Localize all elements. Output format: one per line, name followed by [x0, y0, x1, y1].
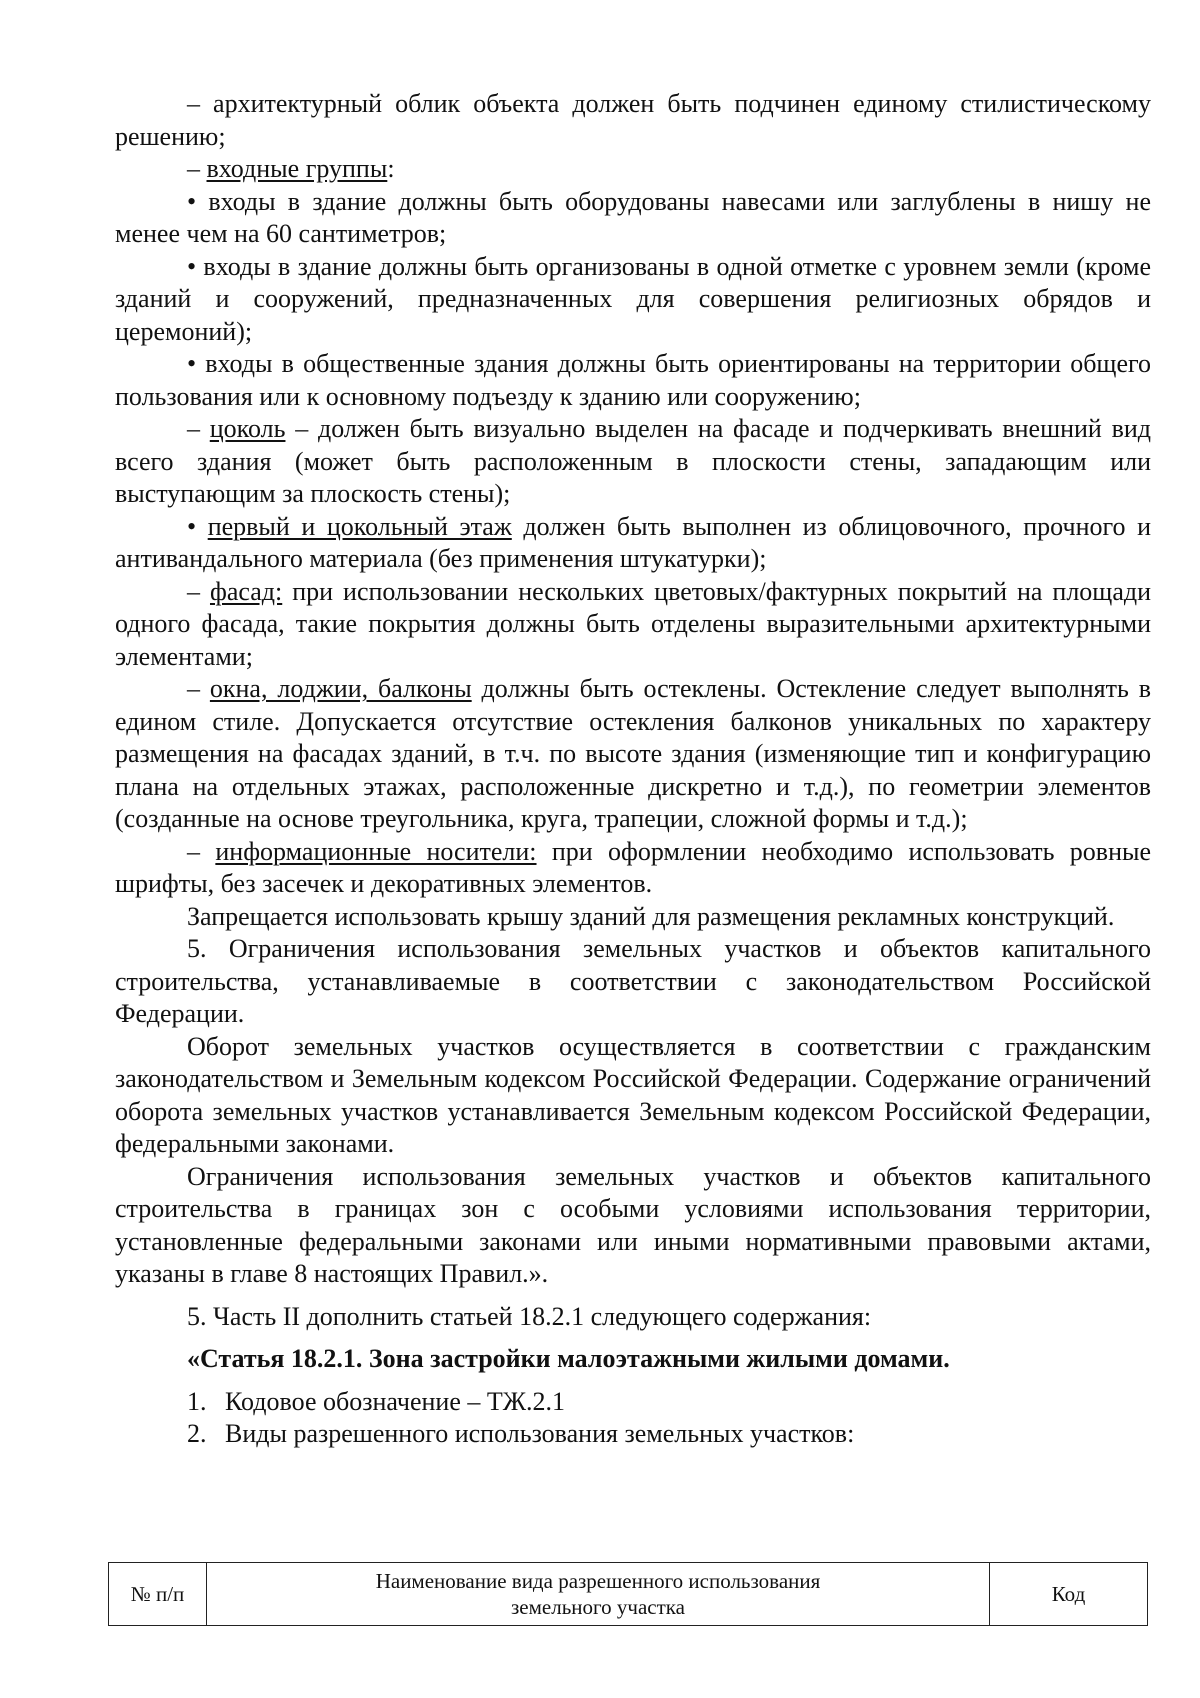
underlined-term: фасад: — [209, 576, 283, 606]
paragraph-restrictions-heading: 5. Ограничения использования земельных участков и объектов капитального строительства, устанавливаемые в соответствии с законодательством Российской Федерации. — [115, 934, 1151, 1028]
paragraph-roof-ads: Запрещается использовать крышу зданий для размещения рекламных конструкций. — [187, 901, 1115, 931]
list-item-text: Кодовое обозначение – ТЖ.2.1 — [225, 1386, 566, 1416]
underlined-term: окна, лоджии, балконы — [209, 674, 472, 703]
paragraph-text: при оформлении необходимо использовать ровные шрифты, без засечек и декоративных элементов. — [115, 836, 1152, 898]
list-item-number: 2. — [187, 1419, 207, 1448]
paragraph-text: должен быть выполнен из облицовочного, прочного и антивандального материала (без применения штукатурки); — [115, 511, 1151, 573]
header-number: № п/п — [109, 1563, 207, 1626]
dash: – — [187, 414, 210, 443]
paragraph-entrance-canopy: • входы в здание должны быть оборудованы навесами или заглублены в нишу не менее чем на 60 сантиметров; — [115, 186, 1151, 248]
list-item-text: Виды разрешенного использования земельных участков: — [225, 1419, 855, 1448]
list-item — [115, 1418, 1151, 1451]
list-item-number: 1. — [187, 1386, 207, 1416]
document-body — [115, 88, 1151, 1451]
header-use-name — [207, 1563, 990, 1626]
paragraph-ground-floor — [115, 511, 1151, 576]
header-use-name-line1: Наименование вида разрешенного использования — [375, 1569, 821, 1593]
list-item — [115, 1386, 1151, 1419]
underlined-term: первый и цокольный этаж — [207, 511, 512, 541]
paragraph-architecture: – архитектурный облик объекта должен быть подчинен единому стилистическому решению; — [115, 89, 1151, 151]
article-title: «Статья 18.2.1. Зона застройки малоэтажными жилыми домами. — [187, 1344, 950, 1373]
paragraph-entrance-groups — [115, 153, 1151, 186]
dash: – — [187, 674, 210, 703]
table-header-row — [109, 1563, 1148, 1626]
underlined-term: входные группы — [206, 154, 388, 183]
paragraph-text: должны быть остеклены. Остекление следует выполнять в едином стиле. Допускается отсутствие остекления балконов уникальных по характеру размещения на фасадах зданий, в т.ч. по высоте здания (изменяющие тип и конфигурацию плана на отдельных этажах, расположенные дискретно и т.д.), по геометрии элементов (созданные на основе треугольника, круга, трапеции, сложной формы и т.д.); — [115, 674, 1152, 833]
underlined-term: цоколь — [209, 414, 286, 443]
dash: – — [187, 154, 207, 183]
paragraph-special-zones: Ограничения использования земельных участков и объектов капитального строительства в границах зон с особыми условиями использования территории, установленные федеральными законами или иными нормативными правовыми актами, указаны в главе 8 настоящих Правил.». — [115, 1161, 1151, 1288]
paragraph-info-carriers — [115, 836, 1151, 901]
underlined-term: информационные носители: — [215, 836, 537, 866]
paragraph-text: – должен быть визуально выделен на фасаде и подчеркивать внешний вид всего здания (может быть расположенным в плоскости стены, западающим или выступающим за плоскость стены); — [115, 414, 1151, 508]
permitted-use-table — [108, 1562, 1148, 1626]
paragraph-amendment: 5. Часть II дополнить статьей 18.2.1 следующего содержания: — [187, 1301, 872, 1331]
paragraph-plinth — [115, 413, 1151, 511]
dash: – — [187, 576, 210, 606]
header-use-name-line2: земельного участка — [511, 1595, 685, 1619]
paragraph-land-turnover: Оборот земельных участков осуществляется в соответствии с гражданским законодательством и Земельным кодексом Российской Федерации. Содержание ограничений оборота земельных участков устанавливается Земельным кодексом Российской Федерации, федеральными законами. — [115, 1031, 1151, 1158]
dash: – — [187, 836, 216, 866]
paragraph-text: при использовании нескольких цветовых/фактурных покрытий на площади одного фасада, такие покрытия должны быть отделены выразительными архитектурными элементами; — [115, 576, 1152, 671]
paragraph-text: : — [387, 154, 395, 183]
paragraph-windows — [115, 673, 1151, 836]
header-code: Код — [990, 1563, 1148, 1626]
paragraph-facade — [115, 576, 1151, 674]
paragraph-entrance-orientation: • входы в общественные здания должны быть ориентированы на территории общего пользования или к основному подъезду к зданию или сооружению; — [115, 349, 1151, 411]
bullet: • — [187, 511, 208, 541]
paragraph-entrance-level: • входы в здание должны быть организованы в одной отметке с уровнем земли (кроме зданий и сооружений, предназначенных для совершения религиозных обрядов и церемоний); — [115, 251, 1151, 346]
